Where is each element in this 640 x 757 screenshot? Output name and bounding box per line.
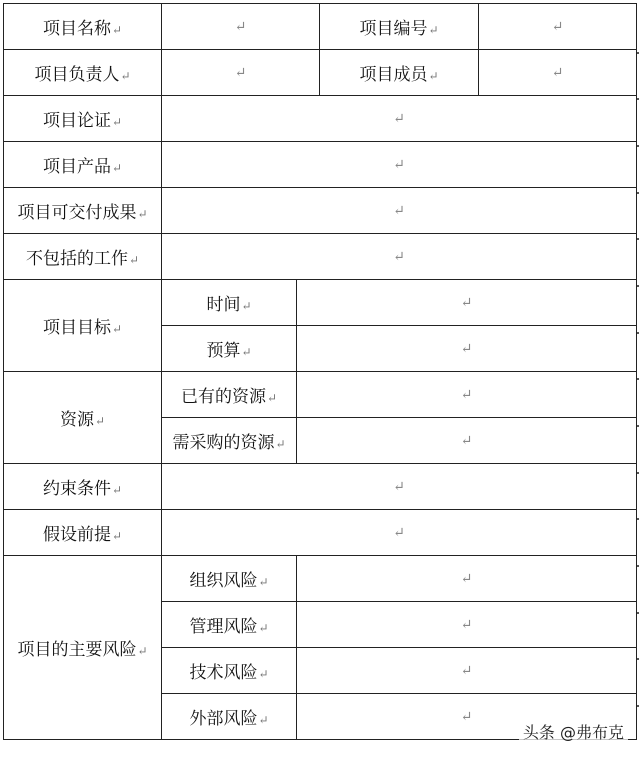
value-cell[interactable]: ↵ [297, 372, 637, 418]
label-cell: 项目论证↵ [4, 96, 162, 142]
value-cell[interactable]: ↵ [162, 4, 320, 50]
value-cell[interactable]: ↵ [297, 648, 637, 694]
value-cell[interactable]: ↵ [162, 464, 637, 510]
value-cell[interactable]: ↵ [162, 96, 637, 142]
value-cell[interactable]: ↵ [297, 326, 637, 372]
label-cell: 项目目标↵ [4, 280, 162, 372]
sub-label-cell: 预算↵ [162, 326, 297, 372]
value-cell[interactable]: ↵ [162, 234, 637, 280]
sub-label-cell: 时间↵ [162, 280, 297, 326]
table-row [4, 50, 637, 96]
table-row [4, 96, 637, 142]
value-cell[interactable]: ↵ [297, 280, 637, 326]
sub-label-cell: 已有的资源↵ [162, 372, 297, 418]
sub-label-cell: 组织风险↵ [162, 556, 297, 602]
sub-label-cell: 需采购的资源↵ [162, 418, 297, 464]
table-row [4, 234, 637, 280]
value-cell[interactable]: ↵ [297, 556, 637, 602]
table-row [4, 556, 637, 602]
label-cell: 项目编号↵ [320, 4, 479, 50]
value-cell[interactable]: ↵ [162, 50, 320, 96]
label-cell: 项目的主要风险↵ [4, 556, 162, 740]
sub-label-cell: 管理风险↵ [162, 602, 297, 648]
watermark: 头条 @弗布克 [519, 718, 628, 745]
value-cell[interactable]: ↵ [162, 142, 637, 188]
value-cell[interactable]: ↵ [479, 4, 637, 50]
sub-label-cell: 外部风险↵ [162, 694, 297, 740]
table-row [4, 510, 637, 556]
label-cell: 项目名称↵ [4, 4, 162, 50]
table-row [4, 188, 637, 234]
table-row [4, 280, 637, 326]
label-cell: 资源↵ [4, 372, 162, 464]
label-cell: 约束条件↵ [4, 464, 162, 510]
label-cell: 假设前提↵ [4, 510, 162, 556]
sub-label-cell: 技术风险↵ [162, 648, 297, 694]
value-cell[interactable]: ↵ [162, 510, 637, 556]
table-row [4, 142, 637, 188]
table-row [4, 4, 637, 50]
value-cell[interactable]: ↵ [297, 694, 637, 740]
value-cell[interactable]: ↵ [162, 188, 637, 234]
value-cell[interactable]: ↵ [297, 418, 637, 464]
label-cell: 不包括的工作↵ [4, 234, 162, 280]
label-cell: 项目产品↵ [4, 142, 162, 188]
table-row [4, 464, 637, 510]
value-cell[interactable]: ↵ [479, 50, 637, 96]
label-cell: 项目负责人↵ [4, 50, 162, 96]
label-cell: 项目可交付成果↵ [4, 188, 162, 234]
table-row [4, 372, 637, 418]
value-cell[interactable]: ↵ [297, 602, 637, 648]
project-charter-table [3, 3, 637, 740]
label-cell: 项目成员↵ [320, 50, 479, 96]
